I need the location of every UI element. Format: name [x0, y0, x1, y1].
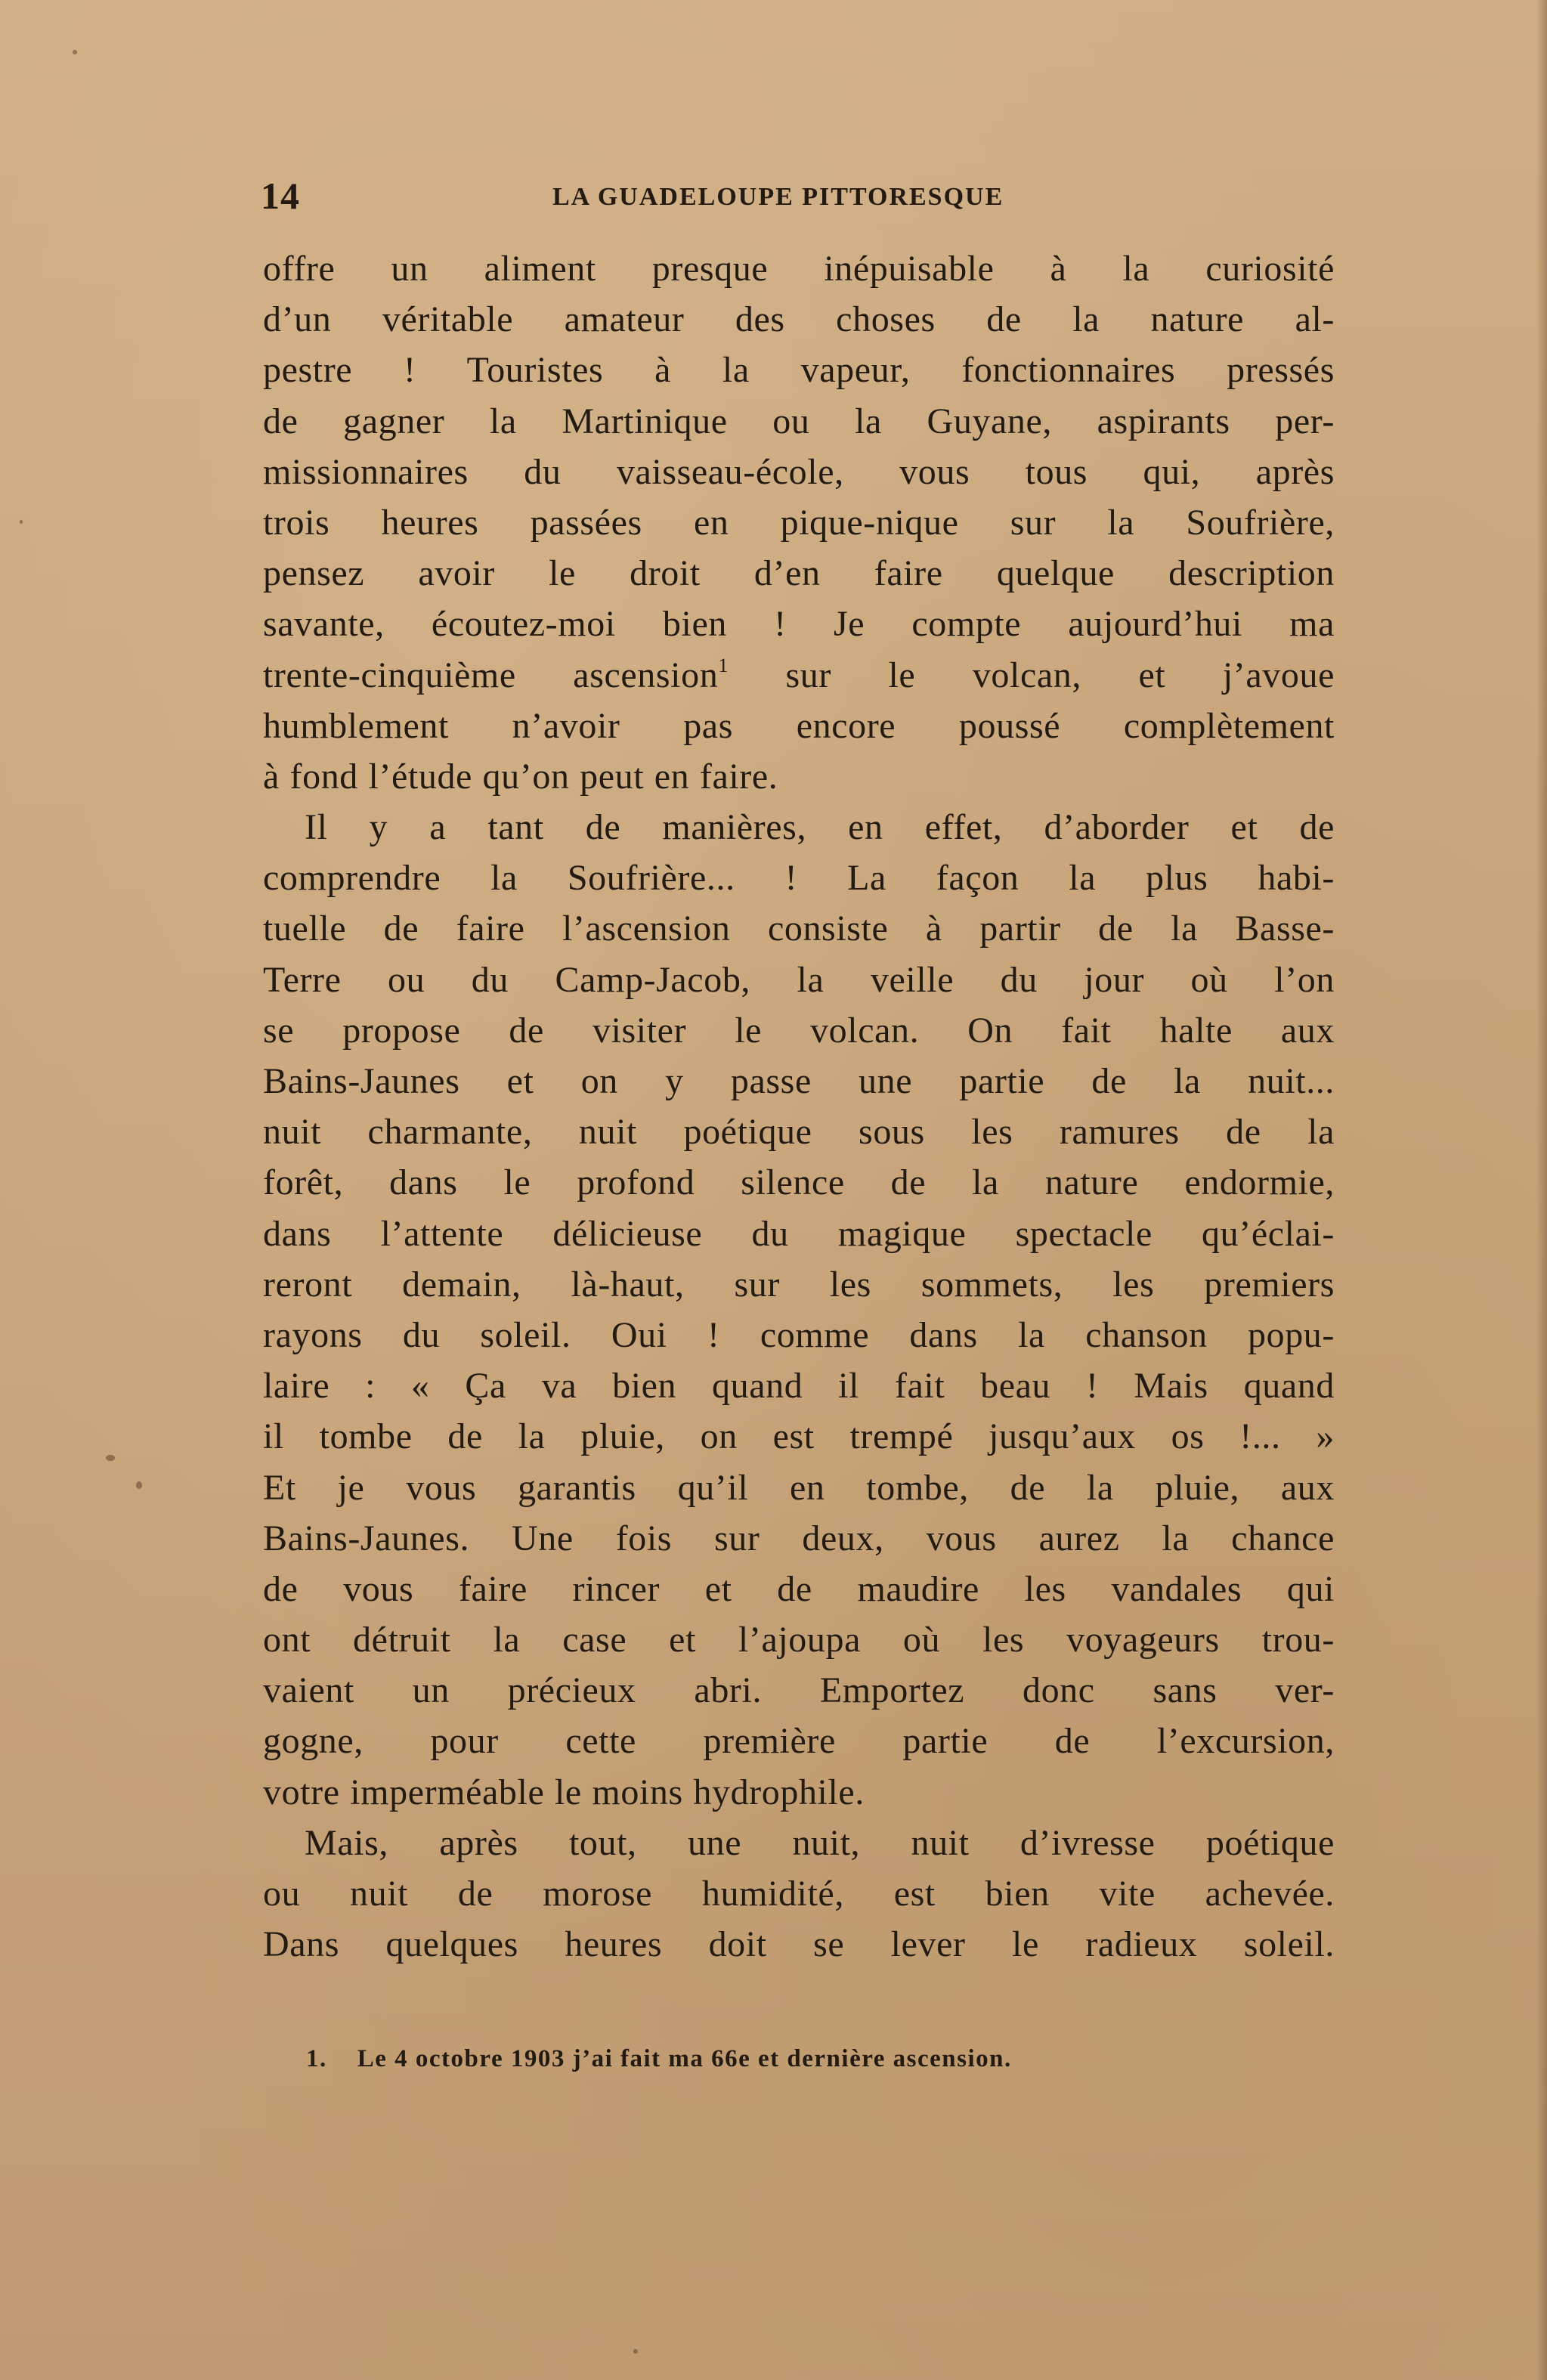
text-line: à fond l’étude qu’on peut en faire. — [263, 756, 778, 797]
body-text — [263, 243, 1335, 1970]
line-end: sur le volcan, et j’avoue — [728, 655, 1335, 695]
paper-spot — [106, 1455, 115, 1461]
text-line: Et je vous garantis qu’il en tombe, de la pluie, aux — [263, 1467, 1335, 1508]
paper-spot — [73, 50, 77, 54]
text-line: rayons du soleil. Oui ! comme dans la chanson popu- — [263, 1314, 1335, 1355]
text-line: ont détruit la case et l’ajoupa où les voyageurs trou- — [263, 1620, 1335, 1660]
text-line: nuit charmante, nuit poétique sous les ramures de la — [263, 1112, 1335, 1153]
footnote — [306, 2045, 1289, 2073]
text-line: ou nuit de morose humidité, est bien vite achevée. — [263, 1874, 1335, 1914]
text-line: missionnaires du vaisseau-école, vous tous qui, après — [263, 451, 1335, 492]
footnote-text: Le 4 octobre 1903 j’ai fait ma 66e et dernière ascension. — [357, 2045, 1012, 2072]
footnote-marker: 1. — [306, 2045, 327, 2072]
text-line: comprendre la Soufrière... ! La façon la plus habi- — [263, 858, 1335, 899]
text-line: d’un véritable amateur des choses de la nature al- — [263, 299, 1335, 340]
paper-spot — [633, 2349, 638, 2354]
text-line: trois heures passées en pique-nique sur la Soufrière, — [263, 502, 1335, 543]
page-edge-shadow — [1536, 0, 1547, 2380]
paper-spot — [136, 1481, 142, 1489]
line-start: trente-cinquième ascension — [263, 655, 719, 695]
running-title: LA GUADELOUPE PITTORESQUE — [552, 183, 1004, 211]
text-line: pestre ! Touristes à la vapeur, fonctionnaires pressés — [263, 350, 1335, 391]
text-line: de vous faire rincer et de maudire les vandales qui — [263, 1568, 1335, 1609]
text-line: de gagner la Martinique ou la Guyane, aspirants per- — [263, 401, 1335, 441]
footnote-ref[interactable]: 1 — [718, 654, 729, 676]
text-line: vaient un précieux abri. Emportez donc sans ver- — [263, 1670, 1335, 1711]
text-line: votre imperméable le moins hydrophile. — [263, 1772, 865, 1812]
text-line: se propose de visiter le volcan. On fait halte aux — [263, 1010, 1335, 1051]
page-header — [261, 174, 1334, 219]
text-line: forêt, dans le profond silence de la nature endormie, — [263, 1162, 1335, 1203]
text-line: Mais, après tout, une nuit, nuit d’ivresse poétique — [305, 1822, 1335, 1863]
text-line: Bains-Jaunes et on y passe une partie de la nuit... — [263, 1061, 1335, 1101]
text-line: Il y a tant de manières, en effet, d’aborder et de — [305, 807, 1335, 848]
text-line-with-footnote-ref — [263, 650, 1335, 701]
text-line: laire : « Ça va bien quand il fait beau ! Mais quand — [263, 1366, 1335, 1407]
text-line: tuelle de faire l’ascension consiste à partir de la Basse- — [263, 908, 1335, 949]
text-line: il tombe de la pluie, on est trempé jusqu’aux os !... » — [263, 1416, 1335, 1457]
text-line: Terre ou du Camp-Jacob, la veille du jour où l’on — [263, 959, 1335, 1000]
text-line: Dans quelques heures doit se lever le radieux soleil. — [263, 1924, 1335, 1965]
text-line: pensez avoir le droit d’en faire quelque description — [263, 553, 1335, 594]
text-line: humblement n’avoir pas encore poussé complètement — [263, 705, 1335, 746]
text-line: Bains-Jaunes. Une fois sur deux, vous aurez la chance — [263, 1518, 1335, 1558]
text-line: offre un aliment presque inépuisable à la curiosité — [263, 249, 1335, 289]
text-line: gogne, pour cette première partie de l’excursion, — [263, 1721, 1335, 1762]
page-number: 14 — [261, 175, 300, 217]
text-line: savante, écoutez-moi bien ! Je compte aujourd’hui ma — [263, 604, 1335, 645]
text-line: dans l’attente délicieuse du magique spectacle qu’éclai- — [263, 1213, 1335, 1254]
paper-spot — [20, 520, 23, 524]
text-line: reront demain, là-haut, sur les sommets, les premiers — [263, 1264, 1335, 1305]
